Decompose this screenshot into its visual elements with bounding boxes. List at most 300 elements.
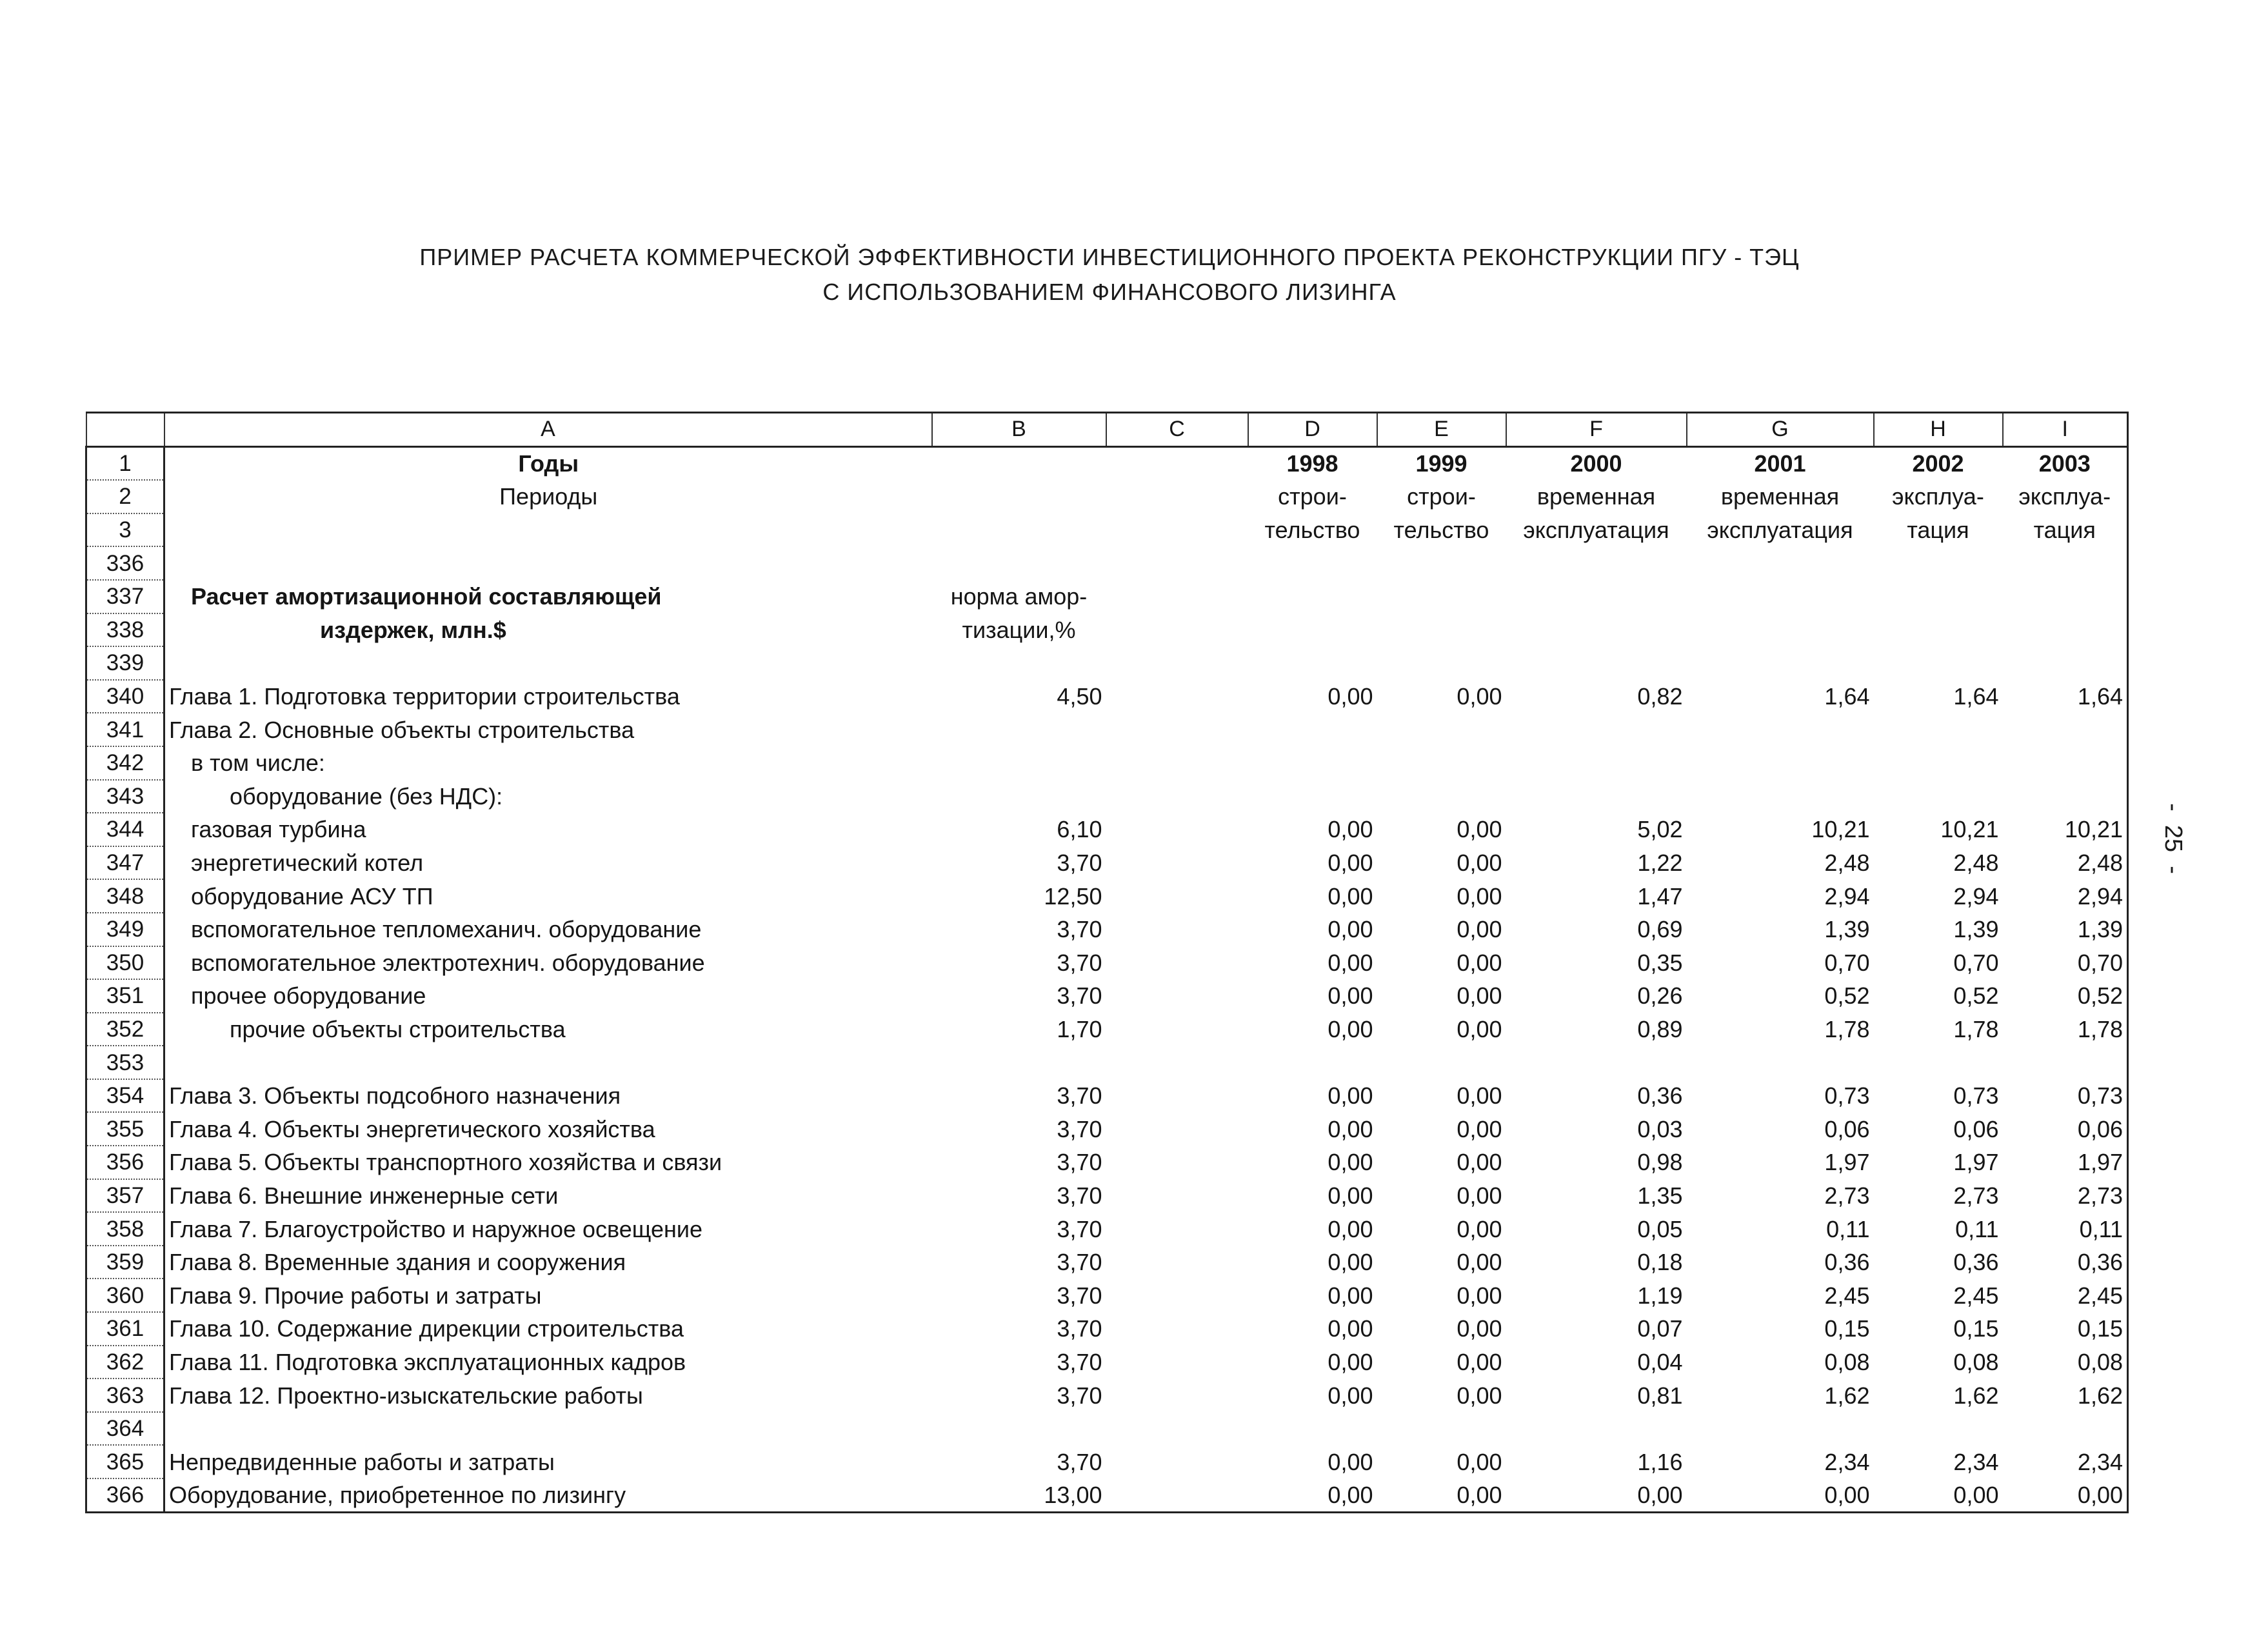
- table-row: [86, 1412, 2128, 1446]
- cell-h: 2,48: [1953, 850, 1999, 877]
- cell-b: 3,70: [1057, 916, 1102, 943]
- cell-c: [1106, 1013, 1248, 1046]
- cell-d: 0,00: [1328, 850, 1373, 877]
- cell-g: 1,97: [1824, 1149, 1870, 1176]
- cell-i: 0,36: [2003, 1246, 2128, 1279]
- cell-d: [1248, 713, 1377, 746]
- row-number: 2: [86, 480, 164, 513]
- table-row: [86, 1079, 2128, 1113]
- cell-g: 0,06: [1824, 1115, 1870, 1142]
- row-label: Глава 12. Проектно-изыскательские работы: [169, 1382, 643, 1409]
- cell-f: 1,47: [1637, 882, 1683, 910]
- cell-e: 0,00: [1457, 1315, 1502, 1342]
- cell-g: 0,00: [1687, 1478, 1874, 1512]
- cell-g: 0,15: [1824, 1315, 1870, 1342]
- cell-f: 0,26: [1637, 982, 1683, 1010]
- cell-c: [1106, 1445, 1248, 1478]
- cell-g: 0,73: [1824, 1082, 1870, 1110]
- cell-c: [1106, 1212, 1248, 1246]
- cell-b: [932, 746, 1106, 780]
- cell-c: [1106, 979, 1248, 1013]
- table-row: [86, 1179, 2128, 1213]
- table-row: [86, 546, 2128, 580]
- cell-i: 1,64: [2003, 680, 2128, 713]
- cell-e: [1377, 1412, 1506, 1446]
- row-number: 361: [86, 1312, 164, 1346]
- cell-i: 0,08: [2003, 1346, 2128, 1379]
- cell-c: [1106, 913, 1248, 946]
- cell-c: [1106, 746, 1248, 780]
- cell-c: [1106, 879, 1248, 913]
- cell-f: 0,35: [1637, 949, 1683, 976]
- cell-g: 1,39: [1824, 916, 1870, 943]
- row-label: Глава 4. Объекты энергетического хозяйства: [169, 1115, 655, 1142]
- cell-i: 1,78: [2003, 1013, 2128, 1046]
- period-g: временная: [1720, 483, 1840, 510]
- cell-c: [1106, 846, 1248, 880]
- cell-h: 0,52: [1953, 982, 1999, 1010]
- row-number: 356: [86, 1146, 164, 1179]
- cell-g: [1687, 1412, 1874, 1446]
- row-number: 348: [86, 879, 164, 913]
- cell-i: 0,15: [2003, 1312, 2128, 1346]
- column-header-g: G: [1687, 413, 1874, 447]
- cell-i: [2003, 746, 2128, 780]
- corner-cell: [86, 413, 164, 447]
- cell-i: [2003, 713, 2128, 746]
- cell-e: 0,00: [1457, 850, 1502, 877]
- row-label: Глава 8. Временные здания и сооружения: [169, 1249, 626, 1276]
- cell-c: [1106, 1378, 1248, 1412]
- cell-e: 0,00: [1457, 1115, 1502, 1142]
- cell-d: 0,00: [1328, 1282, 1373, 1309]
- periods-label: Периоды: [499, 483, 598, 510]
- cell-i: 1,62: [2003, 1378, 2128, 1412]
- cell-e: 0,00: [1457, 982, 1502, 1010]
- table-row: [86, 746, 2128, 780]
- cell-e: 0,00: [1457, 1249, 1502, 1276]
- cell-e: 0,00: [1457, 1082, 1502, 1110]
- row-label: Непредвиденные работы и затраты: [169, 1448, 555, 1475]
- cell-f: 1,22: [1637, 850, 1683, 877]
- cell-e: 0,00: [1457, 1015, 1502, 1042]
- row-label: прочее оборудование: [191, 982, 426, 1010]
- cell-d: 0,00: [1328, 1215, 1373, 1242]
- page-number: - 25 -: [2160, 803, 2187, 874]
- cell-f: [1506, 746, 1687, 780]
- table-row: [86, 1212, 2128, 1246]
- cell-c: [1106, 713, 1248, 746]
- cell-h: [1874, 746, 2003, 780]
- cell-e: 0,00: [1457, 882, 1502, 910]
- row-number: 341: [86, 713, 164, 746]
- cell-b: 13,00: [932, 1478, 1106, 1512]
- cell-d: 0,00: [1328, 882, 1373, 910]
- cell-f: 0,04: [1637, 1348, 1683, 1375]
- row-label: [164, 1412, 932, 1446]
- cell-d: 0,00: [1328, 1348, 1373, 1375]
- period-e: строи-: [1407, 483, 1476, 510]
- cell-c: [1106, 1246, 1248, 1279]
- cell-b: 4,50: [1057, 683, 1102, 710]
- year-f: 2000: [1570, 450, 1622, 477]
- table-row: [86, 1246, 2128, 1279]
- cell-f: 0,36: [1637, 1082, 1683, 1110]
- cell-b: 3,70: [1057, 982, 1102, 1010]
- row-label: Глава 9. Прочие работы и затраты: [169, 1282, 542, 1309]
- cell-e: 0,00: [1457, 1149, 1502, 1176]
- table-row: [86, 713, 2128, 746]
- row-label: в том числе:: [191, 750, 325, 777]
- cell-f: 0,05: [1637, 1215, 1683, 1242]
- cell-f: 0,69: [1637, 916, 1683, 943]
- cell-h: 0,11: [1955, 1215, 1999, 1242]
- cell-i: 0,00: [2003, 1478, 2128, 1512]
- cell-f: [1506, 780, 1687, 813]
- cell-f: [1506, 1412, 1687, 1446]
- cell-d: [1248, 1412, 1377, 1446]
- cell-h: [1874, 780, 2003, 813]
- table-row: [86, 979, 2128, 1013]
- cell-b: 3,70: [1057, 1315, 1102, 1342]
- period-cont-e: тельство: [1393, 517, 1489, 544]
- cell-i: 2,34: [2003, 1445, 2128, 1478]
- cell-c: [1106, 1079, 1248, 1113]
- cell-h: 0,70: [1953, 949, 1999, 976]
- cell-b: 6,10: [1057, 816, 1102, 843]
- row-number: 351: [86, 979, 164, 1013]
- row-number: 349: [86, 913, 164, 946]
- row-number: 359: [86, 1246, 164, 1279]
- cell-f: [1506, 1046, 1687, 1079]
- cell-e: [1377, 713, 1506, 746]
- spreadsheet-table: [85, 412, 2129, 1513]
- row-number: 343: [86, 780, 164, 813]
- cell-f: 0,03: [1637, 1115, 1683, 1142]
- cell-b: 3,70: [1057, 1348, 1102, 1375]
- section-title-line1: Расчет амортизационной составляющей: [191, 583, 662, 610]
- cell-g: 1,64: [1824, 683, 1870, 710]
- cell-f: 0,82: [1637, 683, 1683, 710]
- table-row: [86, 846, 2128, 880]
- cell-g: 2,34: [1824, 1448, 1870, 1475]
- period-cont-g: эксплуатация: [1707, 517, 1853, 544]
- row-number: 347: [86, 846, 164, 880]
- period-cont-f: эксплуатация: [1523, 517, 1669, 544]
- cell-d: 0,00: [1328, 816, 1373, 843]
- row-label: оборудование (без НДС):: [230, 782, 503, 810]
- section-title-line2: издержек, млн.$: [320, 616, 506, 643]
- cell-g: 0,36: [1824, 1249, 1870, 1276]
- row-label: Оборудование, приобретенное по лизингу: [164, 1478, 932, 1512]
- cell-d: 0,00: [1328, 683, 1373, 710]
- column-header-e: E: [1377, 413, 1506, 447]
- cell-h: 10,21: [1940, 816, 1999, 843]
- rate-header-line2: тизации,%: [962, 616, 1076, 643]
- column-header-b: B: [932, 413, 1106, 447]
- year-i: 2003: [2003, 446, 2128, 480]
- cell-h: 1,39: [1953, 916, 1999, 943]
- cell-i: 1,39: [2003, 913, 2128, 946]
- row-number: 355: [86, 1112, 164, 1146]
- cell-g: 0,08: [1824, 1348, 1870, 1375]
- cell-c: [1106, 1179, 1248, 1213]
- cell-h: 2,45: [1953, 1282, 1999, 1309]
- cell-c: [1106, 780, 1248, 813]
- row-number: 363: [86, 1378, 164, 1412]
- cell-e: 0,00: [1377, 1478, 1506, 1512]
- row-label: Глава 11. Подготовка эксплуатационных кадров: [169, 1348, 686, 1375]
- cell-b: 1,70: [1057, 1015, 1102, 1042]
- cell-h: 1,78: [1953, 1015, 1999, 1042]
- period-cont-d: тельство: [1264, 517, 1360, 544]
- cell-c: [1106, 1279, 1248, 1312]
- cell-b: 3,70: [1057, 1115, 1102, 1142]
- period-h: эксплуа-: [1892, 483, 1984, 510]
- cell-b: 12,50: [1044, 882, 1102, 910]
- cell-e: [1377, 746, 1506, 780]
- column-header-c: C: [1106, 413, 1248, 447]
- column-header-f: F: [1506, 413, 1687, 447]
- cell-f: 1,16: [1637, 1448, 1683, 1475]
- cell-g: [1687, 713, 1874, 746]
- cell-d: 0,00: [1328, 982, 1373, 1010]
- cell-i: [2003, 1412, 2128, 1446]
- row-number: 340: [86, 680, 164, 713]
- cell-b: 3,70: [1057, 850, 1102, 877]
- cell-c: [1106, 1112, 1248, 1146]
- cell-i: 2,73: [2003, 1179, 2128, 1213]
- section-title-row: [86, 613, 2128, 647]
- cell-c: [1106, 1412, 1248, 1446]
- cell-e: 0,00: [1457, 816, 1502, 843]
- cell-f: 0,00: [1506, 1478, 1687, 1512]
- cell-h: 2,94: [1953, 882, 1999, 910]
- cell-b: [932, 713, 1106, 746]
- period-d: строи-: [1278, 483, 1347, 510]
- cell-c: [1106, 1046, 1248, 1079]
- cell-b: 3,70: [1057, 1382, 1102, 1409]
- cell-d: 0,00: [1328, 1182, 1373, 1209]
- row-label: энергетический котел: [191, 850, 424, 877]
- cell-i: 2,45: [2003, 1279, 2128, 1312]
- cell-f: 5,02: [1637, 816, 1683, 843]
- row-label: Глава 5. Объекты транспортного хозяйства и связи: [169, 1149, 722, 1176]
- table-row: [86, 913, 2128, 946]
- cell-h: 0,15: [1953, 1315, 1999, 1342]
- cell-i: [2003, 780, 2128, 813]
- cell-h: 0,73: [1953, 1082, 1999, 1110]
- cell-d: 0,00: [1328, 1149, 1373, 1176]
- row-number: 350: [86, 946, 164, 980]
- row-number: 353: [86, 1046, 164, 1079]
- cell-h: 2,34: [1953, 1448, 1999, 1475]
- row-label: Глава 10. Содержание дирекции строительства: [169, 1315, 684, 1342]
- cell-h: 0,36: [1953, 1249, 1999, 1276]
- row-number: 362: [86, 1346, 164, 1379]
- cell-b: 3,70: [1057, 1448, 1102, 1475]
- cell-h: 2,73: [1953, 1182, 1999, 1209]
- cell-f: 0,81: [1637, 1382, 1683, 1409]
- row-label: газовая турбина: [191, 816, 366, 843]
- table-row: [86, 1146, 2128, 1179]
- column-header-h: H: [1874, 413, 2003, 447]
- cell-g: [1687, 1046, 1874, 1079]
- row-label: вспомогательное тепломеханич. оборудование: [191, 916, 702, 943]
- cell-i: 2,48: [2003, 846, 2128, 880]
- cell-f: 1,35: [1637, 1182, 1683, 1209]
- cell-e: 0,00: [1457, 683, 1502, 710]
- column-header-a: A: [164, 413, 932, 447]
- row-label: оборудование АСУ ТП: [191, 882, 433, 910]
- cell-c: [1106, 813, 1248, 846]
- cell-d: 0,00: [1328, 1249, 1373, 1276]
- cell-d: [1248, 780, 1377, 813]
- cell-h: 1,64: [1953, 683, 1999, 710]
- cell-i: 0,52: [2003, 979, 2128, 1013]
- column-header-i: I: [2003, 413, 2128, 447]
- cell-g: [1687, 746, 1874, 780]
- period-i: эксплуа-: [2003, 480, 2128, 513]
- cell-e: 0,00: [1457, 1382, 1502, 1409]
- cell-g: 1,78: [1824, 1015, 1870, 1042]
- cell-c: [1106, 680, 1248, 713]
- table-row: [86, 1445, 2128, 1478]
- row-number: 354: [86, 1079, 164, 1113]
- table-row: [86, 680, 2128, 713]
- table-row: [86, 879, 2128, 913]
- section-title-row: [86, 580, 2128, 613]
- cell-f: 1,19: [1637, 1282, 1683, 1309]
- cell-d: 0,00: [1328, 1382, 1373, 1409]
- cell-g: 0,70: [1824, 949, 1870, 976]
- table-row: [86, 1312, 2128, 1346]
- column-header-d: D: [1248, 413, 1377, 447]
- table-row: [86, 1046, 2128, 1079]
- cell-g: 2,73: [1824, 1182, 1870, 1209]
- cell-d: 0,00: [1328, 1082, 1373, 1110]
- cell-b: [932, 780, 1106, 813]
- row-label: Глава 1. Подготовка территории строительства: [169, 683, 680, 710]
- cell-f: 0,18: [1637, 1249, 1683, 1276]
- row-number: 364: [86, 1412, 164, 1446]
- cell-f: 0,98: [1637, 1149, 1683, 1176]
- cell-g: 10,21: [1811, 816, 1870, 843]
- table-row: [86, 1279, 2128, 1312]
- cell-i: 2,94: [2003, 879, 2128, 913]
- cell-h: [1874, 713, 2003, 746]
- cell-i: 0,70: [2003, 946, 2128, 980]
- cell-h: 1,62: [1953, 1382, 1999, 1409]
- cell-g: 1,62: [1824, 1382, 1870, 1409]
- row-number: 365: [86, 1445, 164, 1478]
- cell-c: [1106, 1312, 1248, 1346]
- cell-b: 3,70: [1057, 1149, 1102, 1176]
- cell-e: 0,00: [1457, 916, 1502, 943]
- row-label: Глава 6. Внешние инженерные сети: [169, 1182, 559, 1209]
- row-label: прочие объекты строительства: [230, 1015, 566, 1042]
- cell-b: 3,70: [1057, 1182, 1102, 1209]
- cell-e: 0,00: [1457, 1215, 1502, 1242]
- years-label: Годы: [518, 450, 579, 477]
- cell-d: [1248, 746, 1377, 780]
- cell-b: 3,70: [1057, 1282, 1102, 1309]
- cell-f: 0,07: [1637, 1315, 1683, 1342]
- row-label: Глава 7. Благоустройство и наружное освещение: [169, 1215, 702, 1242]
- row-label: [164, 1046, 932, 1079]
- cell-d: 0,00: [1328, 1448, 1373, 1475]
- cell-h: [1874, 1412, 2003, 1446]
- row-number: 342: [86, 746, 164, 780]
- cell-c: [1106, 1478, 1248, 1512]
- cell-d: 0,00: [1328, 916, 1373, 943]
- cell-d: 0,00: [1328, 1315, 1373, 1342]
- cell-h: 0,08: [1953, 1348, 1999, 1375]
- year-g: 2001: [1754, 450, 1806, 477]
- row-number: 366: [86, 1478, 164, 1512]
- table-row: [86, 1378, 2128, 1412]
- cell-i: 0,06: [2003, 1112, 2128, 1146]
- column-header-row: [86, 413, 2128, 447]
- cell-b: 3,70: [1057, 949, 1102, 976]
- row-number: 338: [86, 613, 164, 647]
- cell-h: 1,97: [1953, 1149, 1999, 1176]
- cell-e: 0,00: [1457, 1348, 1502, 1375]
- row-number: 358: [86, 1212, 164, 1246]
- row-number: 344: [86, 813, 164, 846]
- table-row: [86, 1478, 2128, 1512]
- row-number: 336: [86, 546, 164, 580]
- cell-e: [1377, 780, 1506, 813]
- table-row: [86, 1112, 2128, 1146]
- cell-e: [1377, 1046, 1506, 1079]
- document-title-line1: ПРИМЕР РАСЧЕТА КОММЕРЧЕСКОЙ ЭФФЕКТИВНОСТИ ИНВЕСТИЦИОННОГО ПРОЕКТА РЕКОНСТРУКЦИИ ПГУ - ТЭЦ: [419, 244, 1800, 270]
- table-row: [86, 1013, 2128, 1046]
- document-title-line2: С ИСПОЛЬЗОВАНИЕМ ФИНАНСОВОГО ЛИЗИНГА: [822, 279, 1397, 305]
- row-number: 352: [86, 1013, 164, 1046]
- cell-b: [932, 1046, 1106, 1079]
- cell-i: 10,21: [2003, 813, 2128, 846]
- cell-b: [932, 1412, 1106, 1446]
- cell-g: 0,11: [1826, 1215, 1870, 1242]
- period-cont-i: тация: [2003, 513, 2128, 547]
- cell-e: 0,00: [1457, 1448, 1502, 1475]
- cell-e: 0,00: [1457, 1182, 1502, 1209]
- cell-e: 0,00: [1457, 1282, 1502, 1309]
- cell-g: [1687, 780, 1874, 813]
- header-row-years: [86, 446, 2128, 480]
- year-d: 1998: [1286, 450, 1338, 477]
- rate-header-line1: норма амор-: [950, 583, 1088, 610]
- cell-h: 0,00: [1874, 1478, 2003, 1512]
- cell-b: 3,70: [1057, 1215, 1102, 1242]
- cell-g: 2,94: [1824, 882, 1870, 910]
- row-label: вспомогательное электротехнич. оборудование: [191, 949, 705, 976]
- cell-g: 0,52: [1824, 982, 1870, 1010]
- row-label: Глава 3. Объекты подсобного назначения: [169, 1082, 621, 1110]
- cell-d: 0,00: [1248, 1478, 1377, 1512]
- row-number: 339: [86, 646, 164, 680]
- cell-d: 0,00: [1328, 1115, 1373, 1142]
- row-number: 357: [86, 1179, 164, 1213]
- period-f: временная: [1537, 483, 1656, 510]
- cell-b: 3,70: [1057, 1082, 1102, 1110]
- table-row: [86, 646, 2128, 680]
- cell-i: 1,97: [2003, 1146, 2128, 1179]
- cell-d: 0,00: [1328, 949, 1373, 976]
- cell-d: 0,00: [1328, 1015, 1373, 1042]
- cell-c: [1106, 1146, 1248, 1179]
